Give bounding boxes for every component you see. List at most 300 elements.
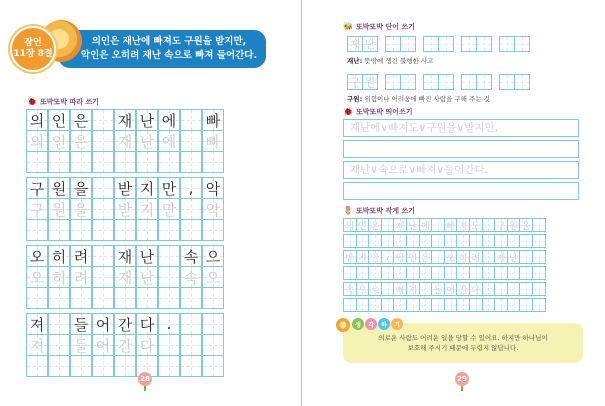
small-writing-cell[interactable] <box>431 298 445 312</box>
writing-cell[interactable] <box>136 130 158 152</box>
word-cell-pair <box>347 74 377 90</box>
writing-cell[interactable] <box>26 266 48 288</box>
small-writing-row <box>343 218 545 232</box>
writing-cell[interactable] <box>114 130 136 152</box>
cell-char: 빠 <box>205 111 221 130</box>
small-writing-cell[interactable] <box>494 282 508 296</box>
small-writing-cell[interactable] <box>381 218 395 232</box>
small-writing-cell[interactable] <box>431 218 445 232</box>
bee-icon: 🐝 <box>343 22 353 31</box>
cell-char: 악 <box>205 179 221 198</box>
spacing-row[interactable] <box>343 182 579 200</box>
small-writing-cell[interactable] <box>356 218 370 232</box>
writing-cell[interactable] <box>92 198 114 220</box>
writing-cell[interactable] <box>26 287 48 309</box>
cell-char: 인 <box>51 132 67 151</box>
writing-cell[interactable] <box>92 355 114 377</box>
writing-cell[interactable] <box>158 177 180 199</box>
ladybug-icon: 🐞 <box>343 107 353 116</box>
writing-cell[interactable] <box>202 313 224 335</box>
spacing-row[interactable]: 재난∨속으로∨빠져∨들어간다. <box>343 161 579 179</box>
cell-char: 재 <box>349 38 361 51</box>
writing-cell[interactable] <box>48 355 70 377</box>
writing-cell[interactable] <box>180 109 202 131</box>
cell-char: 들 <box>73 315 89 334</box>
writing-cell[interactable] <box>48 151 70 173</box>
writing-cell[interactable] <box>158 219 180 241</box>
writing-cell[interactable] <box>26 198 48 220</box>
writing-cell[interactable] <box>180 355 202 377</box>
writing-cell[interactable] <box>92 177 114 199</box>
writing-cell[interactable] <box>158 287 180 309</box>
small-writing-cell[interactable] <box>381 282 395 296</box>
small-writing-cell[interactable] <box>444 266 458 280</box>
small-writing-cell[interactable] <box>406 218 420 232</box>
cell-char: 지 <box>139 179 155 198</box>
small-writing-cell[interactable] <box>532 298 546 312</box>
small-writing-cell[interactable] <box>406 266 420 280</box>
word-cell[interactable] <box>385 36 401 52</box>
writing-cell[interactable] <box>202 245 224 267</box>
writing-cell[interactable] <box>180 198 202 220</box>
cell-char: 빠 <box>446 221 455 232</box>
cell-char: 히 <box>51 247 67 266</box>
small-writing-cell[interactable] <box>356 250 370 264</box>
writing-cell[interactable] <box>26 151 48 173</box>
writing-cell[interactable] <box>70 177 92 199</box>
writing-cell[interactable] <box>202 177 224 199</box>
small-writing-cell[interactable] <box>494 250 508 264</box>
tracing-section-title: 또박또박 따라 쓰기 <box>39 98 99 106</box>
badge-book: 잠언 <box>24 38 42 48</box>
tracing-section-heading <box>27 97 99 107</box>
writing-cell[interactable] <box>136 177 158 199</box>
writing-cell[interactable] <box>70 151 92 173</box>
small-writing-cell[interactable] <box>419 234 433 248</box>
small-writing-cell[interactable] <box>507 218 521 232</box>
writing-cell[interactable] <box>158 266 180 288</box>
small-writing-cell[interactable] <box>419 282 433 296</box>
cell-char: 지 <box>358 253 367 264</box>
small-writing-cell[interactable] <box>469 234 483 248</box>
writing-cell[interactable] <box>48 109 70 131</box>
writing-cell[interactable] <box>158 109 180 131</box>
writing-cell[interactable] <box>202 287 224 309</box>
word-cell-pair <box>385 74 415 90</box>
writing-cell[interactable] <box>114 334 136 356</box>
writing-cell[interactable] <box>92 287 114 309</box>
small-writing-cell[interactable] <box>368 282 382 296</box>
writing-cell[interactable] <box>48 219 70 241</box>
writing-cell[interactable] <box>114 245 136 267</box>
small-writing-cell[interactable] <box>419 298 433 312</box>
writing-cell[interactable] <box>70 355 92 377</box>
writing-cell[interactable] <box>92 334 114 356</box>
cell-char: 다 <box>471 285 481 296</box>
writing-cell[interactable] <box>48 177 70 199</box>
word-cell[interactable] <box>347 36 363 52</box>
definition-term: 구원 <box>347 95 360 103</box>
cell-char: 은 <box>73 132 89 151</box>
small-writing-cell[interactable] <box>356 234 370 248</box>
word-cell[interactable] <box>362 36 378 52</box>
word-practice-row <box>347 36 529 52</box>
writing-cell[interactable] <box>48 287 70 309</box>
small-writing-cell[interactable] <box>444 298 458 312</box>
cell-char: 들 <box>73 336 89 355</box>
cell-char: 악 <box>395 253 405 264</box>
small-writing-cell[interactable] <box>343 234 357 248</box>
small-writing-cell[interactable] <box>431 282 445 296</box>
writing-cell[interactable] <box>158 334 180 356</box>
cell-char: 으 <box>205 268 221 287</box>
writing-cell[interactable] <box>92 313 114 335</box>
small-writing-cell[interactable] <box>381 234 395 248</box>
small-writing-cell[interactable] <box>444 218 458 232</box>
small-writing-cell[interactable] <box>393 266 407 280</box>
cell-char: 은 <box>370 221 380 232</box>
cell-char: 속 <box>183 247 199 266</box>
small-writing-cell[interactable] <box>456 298 470 312</box>
word-cell[interactable] <box>423 36 439 52</box>
writing-cell[interactable] <box>158 151 180 173</box>
writing-cell[interactable] <box>202 266 224 288</box>
writing-cell[interactable] <box>158 130 180 152</box>
cell-char: 재 <box>117 268 133 287</box>
writing-cell[interactable] <box>136 109 158 131</box>
writing-cell[interactable] <box>70 245 92 267</box>
small-writing-cell[interactable] <box>368 266 382 280</box>
writing-cell[interactable] <box>70 219 92 241</box>
cell-char: 난 <box>139 111 155 130</box>
cell-char: 받 <box>345 253 355 264</box>
cell-char: 난 <box>139 247 155 266</box>
small-writing-cell[interactable] <box>393 234 407 248</box>
cell-char: 만 <box>370 253 380 264</box>
writing-cell[interactable] <box>202 151 224 173</box>
tracing-row <box>26 313 224 335</box>
small-writing-cell[interactable] <box>494 298 508 312</box>
cell-char: 원 <box>51 179 67 198</box>
writing-cell[interactable] <box>26 355 48 377</box>
small-writing-cell[interactable] <box>532 234 546 248</box>
word-cell[interactable] <box>476 36 492 52</box>
writing-cell[interactable] <box>26 130 48 152</box>
word-cell[interactable] <box>499 74 515 90</box>
word-cell[interactable] <box>514 74 530 90</box>
writing-cell[interactable] <box>180 266 202 288</box>
writing-cell[interactable] <box>114 287 136 309</box>
spacing-row[interactable]: 재난에∨빠져도∨구원을∨받지만, <box>343 119 579 137</box>
word-cell[interactable] <box>362 74 378 90</box>
cell-char: 간 <box>117 315 133 334</box>
tracing-row <box>26 151 224 173</box>
word-cell[interactable] <box>499 36 515 52</box>
cell-char: 으 <box>205 247 221 266</box>
writing-cell[interactable] <box>48 245 70 267</box>
small-writing-cell[interactable] <box>507 266 521 280</box>
writing-cell[interactable] <box>26 109 48 131</box>
writing-cell[interactable] <box>180 177 202 199</box>
small-writing-cell[interactable] <box>494 266 508 280</box>
small-writing-cell[interactable] <box>519 282 533 296</box>
small-writing-cell[interactable] <box>507 298 521 312</box>
small-writing-cell[interactable] <box>519 234 533 248</box>
small-writing-cell[interactable] <box>356 266 370 280</box>
small-writing-cell[interactable] <box>356 298 370 312</box>
writing-cell[interactable] <box>48 334 70 356</box>
small-writing-cell[interactable] <box>532 266 546 280</box>
small-writing-cell[interactable] <box>368 298 382 312</box>
writing-cell[interactable] <box>92 266 114 288</box>
writing-cell[interactable] <box>70 109 92 131</box>
small-writing-cell[interactable] <box>494 218 508 232</box>
writing-cell[interactable] <box>114 219 136 241</box>
cell-char: 의 <box>29 132 45 151</box>
writing-cell[interactable] <box>114 151 136 173</box>
cell-char: 지 <box>139 200 155 219</box>
small-writing-cell[interactable] <box>419 218 433 232</box>
writing-cell[interactable] <box>202 355 224 377</box>
small-writing-cell[interactable] <box>444 282 458 296</box>
small-writing-cell[interactable] <box>356 282 370 296</box>
small-writing-row <box>343 298 545 312</box>
small-writing-cell[interactable] <box>469 218 483 232</box>
writing-cell[interactable] <box>26 219 48 241</box>
small-writing-cell[interactable] <box>469 266 483 280</box>
small-writing-cell[interactable] <box>393 282 407 296</box>
small-writing-section-title: 또박또박 작게 쓰기 <box>355 207 415 215</box>
small-writing-cell[interactable] <box>368 250 382 264</box>
writing-cell[interactable] <box>180 334 202 356</box>
word-section-heading <box>343 22 415 32</box>
small-writing-cell[interactable] <box>406 250 420 264</box>
writing-cell[interactable] <box>136 151 158 173</box>
writing-cell[interactable] <box>202 198 224 220</box>
writing-cell[interactable] <box>202 109 224 131</box>
cell-char: 구 <box>349 76 361 89</box>
writing-cell[interactable] <box>158 245 180 267</box>
page-number-right: 29 <box>455 372 469 386</box>
word-cell-pair <box>423 74 453 90</box>
writing-cell[interactable] <box>114 177 136 199</box>
small-writing-cell[interactable] <box>419 266 433 280</box>
word-cell[interactable] <box>385 74 401 90</box>
writing-cell[interactable] <box>70 266 92 288</box>
writing-cell[interactable] <box>26 245 48 267</box>
small-writing-cell[interactable] <box>456 282 470 296</box>
word-cell[interactable] <box>461 74 477 90</box>
writing-cell[interactable] <box>114 109 136 131</box>
small-writing-cell[interactable] <box>494 234 508 248</box>
writing-cell[interactable] <box>202 219 224 241</box>
small-writing-cell[interactable] <box>393 250 407 264</box>
writing-cell[interactable] <box>158 313 180 335</box>
small-writing-cell[interactable] <box>507 234 521 248</box>
writing-cell[interactable] <box>114 198 136 220</box>
writing-cell[interactable] <box>26 334 48 356</box>
writing-cell[interactable] <box>26 177 48 199</box>
small-writing-cell[interactable] <box>343 266 357 280</box>
writing-cell[interactable] <box>114 313 136 335</box>
writing-cell[interactable] <box>70 313 92 335</box>
writing-cell[interactable] <box>136 245 158 267</box>
cell-char: 을 <box>73 179 89 198</box>
cell-char: 에 <box>161 132 177 151</box>
word-cell[interactable] <box>400 36 416 52</box>
cell-char: 오 <box>446 253 455 264</box>
small-writing-cell[interactable] <box>406 282 420 296</box>
small-writing-cell[interactable] <box>532 282 546 296</box>
writing-cell[interactable] <box>48 313 70 335</box>
cell-char: 려 <box>471 253 481 264</box>
word-cell-pair <box>423 36 453 52</box>
writing-cell[interactable] <box>136 266 158 288</box>
tracing-row <box>26 266 224 288</box>
tracing-row <box>26 355 224 377</box>
small-writing-cell[interactable] <box>431 250 445 264</box>
small-writing-cell[interactable] <box>519 298 533 312</box>
small-writing-cell[interactable] <box>381 298 395 312</box>
small-writing-cell[interactable] <box>519 218 533 232</box>
small-writing-cell[interactable] <box>456 218 470 232</box>
small-writing-cell[interactable] <box>343 298 357 312</box>
writing-cell[interactable] <box>158 355 180 377</box>
writing-cell[interactable] <box>158 198 180 220</box>
verse-banner <box>58 30 266 68</box>
small-writing-cell[interactable] <box>469 250 483 264</box>
small-writing-cell[interactable] <box>482 250 496 264</box>
word-cell-pair <box>461 74 491 90</box>
writing-cell[interactable] <box>180 245 202 267</box>
verse-line-1: 의인은 재난에 빠져도 구원을 받지만, <box>91 36 247 47</box>
writing-cell[interactable] <box>114 266 136 288</box>
small-writing-cell[interactable] <box>482 298 496 312</box>
small-writing-cell[interactable] <box>431 234 445 248</box>
writing-cell[interactable] <box>92 245 114 267</box>
writing-cell[interactable] <box>180 130 202 152</box>
small-writing-cell[interactable] <box>507 250 521 264</box>
writing-cell[interactable] <box>202 130 224 152</box>
cell-char: 속 <box>345 285 355 296</box>
writing-cell[interactable] <box>92 109 114 131</box>
writing-cell[interactable] <box>180 313 202 335</box>
writing-cell[interactable] <box>92 130 114 152</box>
writing-cell[interactable] <box>48 130 70 152</box>
writing-cell[interactable] <box>26 313 48 335</box>
small-writing-cell[interactable] <box>343 218 357 232</box>
writing-cell[interactable] <box>180 219 202 241</box>
word-cell[interactable] <box>347 74 363 90</box>
small-writing-cell[interactable] <box>419 250 433 264</box>
small-writing-cell[interactable] <box>507 282 521 296</box>
reflection-title-char: 생 <box>352 318 364 330</box>
cell-char: 려 <box>73 268 89 287</box>
small-writing-cell[interactable] <box>381 250 395 264</box>
writing-cell[interactable] <box>70 334 92 356</box>
writing-cell[interactable] <box>114 355 136 377</box>
word-cell[interactable] <box>461 36 477 52</box>
writing-cell[interactable] <box>136 334 158 356</box>
small-writing-cell[interactable] <box>456 266 470 280</box>
badge-chapter: 11장 8절 <box>13 49 53 59</box>
small-writing-cell[interactable] <box>444 250 458 264</box>
small-writing-cell[interactable] <box>519 266 533 280</box>
small-writing-cell[interactable] <box>406 234 420 248</box>
writing-cell[interactable] <box>92 151 114 173</box>
spacing-row[interactable] <box>343 140 579 158</box>
snail-icon <box>336 318 350 332</box>
writing-cell[interactable] <box>48 266 70 288</box>
small-writing-cell[interactable] <box>343 282 357 296</box>
word-cell[interactable] <box>514 36 530 52</box>
writing-cell[interactable] <box>136 313 158 335</box>
small-writing-cell[interactable] <box>456 234 470 248</box>
word-cell[interactable] <box>423 74 439 90</box>
cell-char: 받 <box>117 179 133 198</box>
small-writing-cell[interactable] <box>444 234 458 248</box>
small-writing-cell[interactable] <box>393 298 407 312</box>
word-cell[interactable] <box>400 74 416 90</box>
cell-char: 빠 <box>205 132 221 151</box>
cell-char: 악 <box>205 200 221 219</box>
writing-cell[interactable] <box>180 151 202 173</box>
word-cell[interactable] <box>476 74 492 90</box>
reflection-line-2: 보호해 주시기 때문에 두렵지 않답니다. <box>407 344 519 352</box>
cell-char: 다 <box>139 336 155 355</box>
small-writing-cell[interactable] <box>343 250 357 264</box>
small-writing-cell[interactable] <box>393 218 407 232</box>
writing-cell[interactable] <box>180 287 202 309</box>
small-writing-cell[interactable] <box>406 298 420 312</box>
small-writing-cell[interactable] <box>482 266 496 280</box>
small-writing-cell[interactable] <box>482 282 496 296</box>
small-writing-cell[interactable] <box>368 234 382 248</box>
writing-cell[interactable] <box>70 287 92 309</box>
cell-char: 난 <box>139 132 155 151</box>
verse-reference-badge <box>10 26 56 72</box>
small-writing-cell[interactable] <box>431 266 445 280</box>
cell-char: 구 <box>29 200 45 219</box>
word-cell[interactable] <box>438 36 454 52</box>
small-writing-cell[interactable] <box>532 250 546 264</box>
writing-cell[interactable] <box>202 334 224 356</box>
small-writing-cell[interactable] <box>368 218 382 232</box>
writing-cell[interactable] <box>136 198 158 220</box>
cell-char: 져 <box>29 336 45 355</box>
writing-cell[interactable] <box>70 198 92 220</box>
small-writing-cell[interactable] <box>456 250 470 264</box>
writing-cell[interactable] <box>92 219 114 241</box>
small-writing-cell[interactable] <box>469 298 483 312</box>
cell-char: 재 <box>117 247 133 266</box>
writing-cell[interactable] <box>136 287 158 309</box>
small-writing-cell[interactable] <box>532 218 546 232</box>
small-writing-cell[interactable] <box>381 266 395 280</box>
writing-cell[interactable] <box>48 198 70 220</box>
small-writing-cell[interactable] <box>482 218 496 232</box>
cell-char: 간 <box>458 285 468 296</box>
writing-cell[interactable] <box>136 219 158 241</box>
small-writing-cell[interactable] <box>482 234 496 248</box>
word-definition <box>347 56 433 65</box>
small-writing-cell[interactable] <box>519 250 533 264</box>
writing-cell[interactable] <box>70 130 92 152</box>
definition-text: 뜻밖에 생긴 불행한 사고 <box>364 57 434 65</box>
cell-char: 은 <box>73 111 89 130</box>
word-cell[interactable] <box>438 74 454 90</box>
small-writing-cell[interactable] <box>469 282 483 296</box>
